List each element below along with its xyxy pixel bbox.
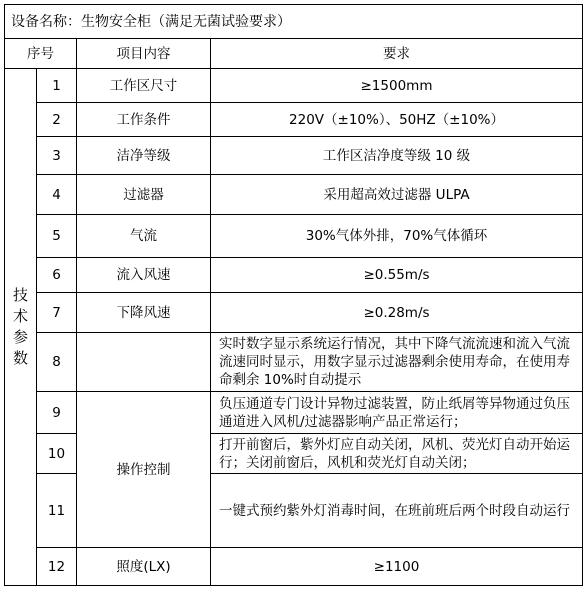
row-requirement: ≥1500mm bbox=[211, 69, 583, 103]
category-char: 参 bbox=[12, 328, 28, 346]
row-item: 气流 bbox=[77, 215, 211, 258]
category-char: 数 bbox=[12, 349, 28, 367]
row-requirement: 工作区洁净度等级 10 级 bbox=[211, 137, 583, 175]
header-no: 序号 bbox=[5, 39, 77, 69]
category-char: 术 bbox=[12, 307, 28, 325]
table-row bbox=[5, 215, 583, 258]
row-requirement: ≥0.28m/s bbox=[211, 293, 583, 333]
table-row bbox=[5, 69, 583, 103]
row-item: 工作条件 bbox=[77, 103, 211, 137]
row-requirement: 220V（±10%）、50HZ（±10%） bbox=[211, 103, 583, 137]
row-item: 流入风速 bbox=[77, 258, 211, 293]
table-row bbox=[5, 293, 583, 333]
row-no: 12 bbox=[37, 548, 77, 586]
row-requirement: ≥0.55m/s bbox=[211, 258, 583, 293]
row-no: 11 bbox=[37, 474, 77, 548]
row-item: 下降风速 bbox=[77, 293, 211, 333]
row-no: 9 bbox=[37, 392, 77, 434]
row-item bbox=[77, 333, 211, 392]
row-item-merged: 操作控制 bbox=[77, 392, 211, 548]
document-title: 设备名称：生物安全柜（满足无菌试验要求） bbox=[5, 5, 583, 39]
row-no: 5 bbox=[37, 215, 77, 258]
row-requirement: 实时数字显示系统运行情况，其中下降气流流速和流入气流流速同时显示，用数字显示过滤器剩余使用寿命，在使用寿命剩余 10%时自动提示 bbox=[211, 333, 583, 392]
row-no: 4 bbox=[37, 175, 77, 215]
row-no: 7 bbox=[37, 293, 77, 333]
category-char: 技 bbox=[12, 286, 28, 304]
row-item: 洁净等级 bbox=[77, 137, 211, 175]
table-row bbox=[5, 258, 583, 293]
table-row bbox=[5, 137, 583, 175]
table-row bbox=[5, 175, 583, 215]
table-row bbox=[5, 333, 583, 392]
row-requirement: 30%气体外排，70%气体循环 bbox=[211, 215, 583, 258]
row-no: 8 bbox=[37, 333, 77, 392]
row-requirement: 采用超高效过滤器 ULPA bbox=[211, 175, 583, 215]
header-requirement: 要求 bbox=[211, 39, 583, 69]
row-no: 3 bbox=[37, 137, 77, 175]
row-requirement: 负压通道专门设计异物过滤装置，防止纸屑等异物通过负压通道进入风机/过滤器影响产品正常运行； bbox=[211, 392, 583, 434]
table-row bbox=[5, 392, 583, 434]
row-item: 照度(LX) bbox=[77, 548, 211, 586]
row-no: 6 bbox=[37, 258, 77, 293]
row-requirement: ≥1100 bbox=[211, 548, 583, 586]
row-no: 1 bbox=[37, 69, 77, 103]
spec-table bbox=[4, 4, 583, 586]
category-cell bbox=[5, 69, 37, 586]
row-requirement: 打开前窗后，紫外灯应自动关闭，风机、荧光灯自动开始运行；关闭前窗后，风机和荧光灯自动关闭； bbox=[211, 434, 583, 474]
row-no: 2 bbox=[37, 103, 77, 137]
header-item: 项目内容 bbox=[77, 39, 211, 69]
row-item: 工作区尺寸 bbox=[77, 69, 211, 103]
row-requirement: 一键式预约紫外灯消毒时间，在班前班后两个时段自动运行 bbox=[211, 474, 583, 548]
row-item: 过滤器 bbox=[77, 175, 211, 215]
table-row bbox=[5, 103, 583, 137]
row-no: 10 bbox=[37, 434, 77, 474]
table-row bbox=[5, 548, 583, 586]
